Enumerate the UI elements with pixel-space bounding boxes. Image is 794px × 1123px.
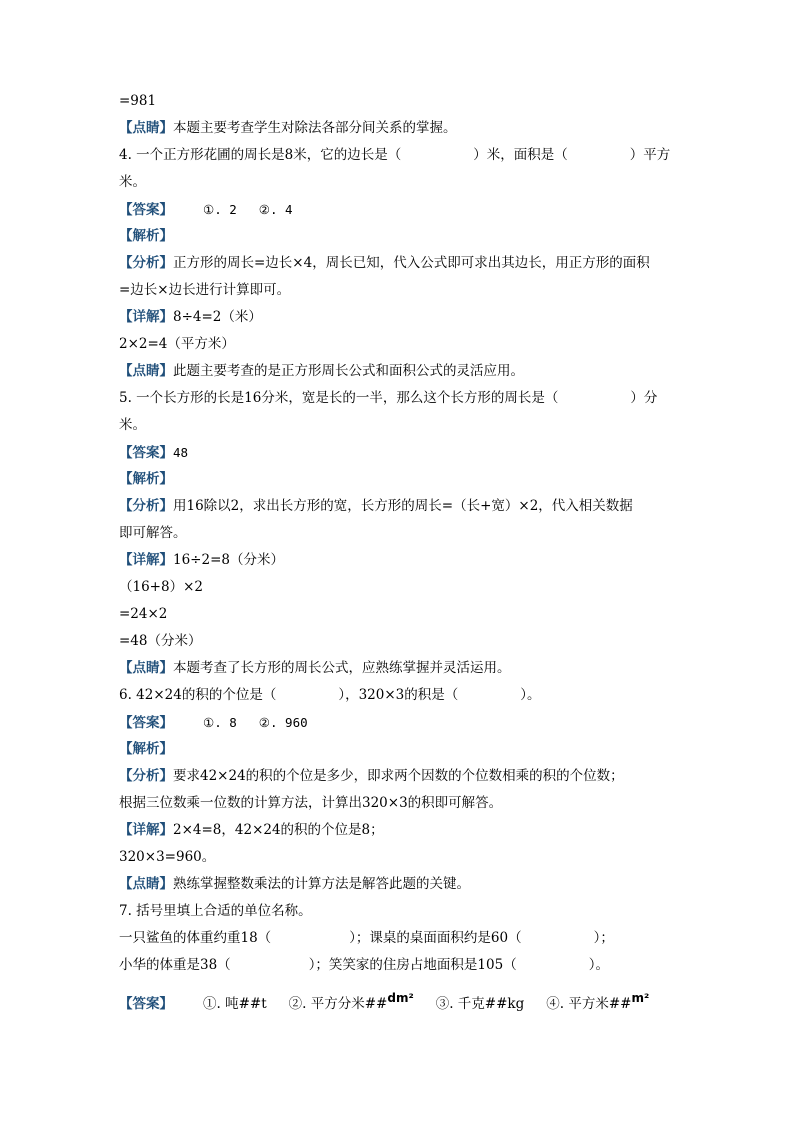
text-line: 【详解】2×4=8，42×24的积的个位是8； <box>119 822 384 838</box>
answer-tag: 【答案】 <box>119 715 173 731</box>
text-line: 【分析】要求42×24的积的个位是多少，即求两个因数的个位数相乘的积的个位数； <box>119 768 624 784</box>
answer-tag: 【答案】 <box>119 996 173 1012</box>
unit-symbol: m² <box>631 991 650 1005</box>
text-line: 【点睛】本题主要考查学生对除法各部分间关系的掌握。 <box>119 120 457 136</box>
text-line: 米。 <box>119 174 146 190</box>
dianjing-tag: 【点睛】 <box>119 660 173 676</box>
text-line: =981 <box>119 93 157 109</box>
text-line: 320×3=960。 <box>119 849 216 865</box>
text-line: 2×2=4（平方米） <box>119 336 235 352</box>
answer-option: ③. 千克##kg <box>435 996 525 1012</box>
xiangjie-tag: 【详解】 <box>119 822 173 838</box>
text-line: 【详解】16÷2=8（分米） <box>119 552 284 568</box>
answer-line <box>119 985 679 1012</box>
document-page <box>119 88 679 1012</box>
text-line: 米。 <box>119 417 146 433</box>
answer-tag: 【答案】 <box>119 445 173 461</box>
xiangjie-tag: 【详解】 <box>119 309 173 325</box>
answer-option: ①. 2 <box>203 202 237 217</box>
answer-line: 【答案】48 <box>119 445 189 461</box>
text-line: 【点睛】熟练掌握整数乘法的计算方法是解答此题的关键。 <box>119 876 470 892</box>
dianjing-tag: 【点睛】 <box>119 120 173 136</box>
answer-option: ②. 平方分米##dm² <box>288 991 414 1012</box>
answer-line <box>119 709 679 736</box>
question-4: 4. 一个正方形花圃的周长是8米，它的边长是（ ）米，面积是（ ）平方 <box>119 147 671 163</box>
answer-option: ②. 4 <box>258 202 293 217</box>
text-line: =24×2 <box>119 606 168 622</box>
answer-option: ④. 平方米##m² <box>546 991 650 1012</box>
text-line: 即可解答。 <box>119 525 187 541</box>
text-line: 【详解】8÷4=2（米） <box>119 309 262 325</box>
dianjing-tag: 【点睛】 <box>119 876 173 892</box>
text-line: 一只鲨鱼的体重约重18（ ）；课桌的桌面面积约是60（ ）； <box>119 930 614 946</box>
fenxi-tag: 【分析】 <box>119 768 173 784</box>
text-line: 小华的体重是38（ ）；笑笑家的住房占地面积是105（ ）。 <box>119 957 609 973</box>
answer-option: ①. 8 <box>203 715 237 730</box>
answer-line <box>119 196 679 223</box>
text-line: =边长×边长进行计算即可。 <box>119 282 291 298</box>
answer-option: ②. 960 <box>258 715 308 730</box>
unit-symbol: dm² <box>387 991 414 1005</box>
text-line: 根据三位数乘一位数的计算方法，计算出320×3的积即可解答。 <box>119 795 503 811</box>
fenxi-tag: 【分析】 <box>119 498 173 514</box>
analysis-heading: 【解析】 <box>119 228 173 244</box>
analysis-heading: 【解析】 <box>119 471 173 487</box>
text-line: =48（分米） <box>119 633 202 649</box>
answer-option: ①. 吨##t <box>203 996 267 1012</box>
text-line: （16+8）×2 <box>119 579 203 595</box>
question-6: 6. 42×24的积的个位是（ ），320×3的积是（ ）。 <box>119 687 541 703</box>
dianjing-tag: 【点睛】 <box>119 363 173 379</box>
text-line: 【点睛】本题考查了长方形的周长公式，应熟练掌握并灵活运用。 <box>119 660 511 676</box>
fenxi-tag: 【分析】 <box>119 255 173 271</box>
text-line: 【分析】正方形的周长=边长×4，周长已知，代入公式即可求出其边长，用正方形的面积 <box>119 255 650 271</box>
question-7: 7. 括号里填上合适的单位名称。 <box>119 903 312 919</box>
question-5: 5. 一个长方形的长是16分米，宽是长的一半，那么这个长方形的周长是（ ）分 <box>119 390 658 406</box>
answer-tag: 【答案】 <box>119 202 173 218</box>
text-line: 【点睛】此题主要考查的是正方形周长公式和面积公式的灵活应用。 <box>119 363 524 379</box>
xiangjie-tag: 【详解】 <box>119 552 173 568</box>
analysis-heading: 【解析】 <box>119 741 173 757</box>
text-line: 【分析】用16除以2，求出长方形的宽，长方形的周长=（长+宽）×2，代入相关数据 <box>119 498 633 514</box>
